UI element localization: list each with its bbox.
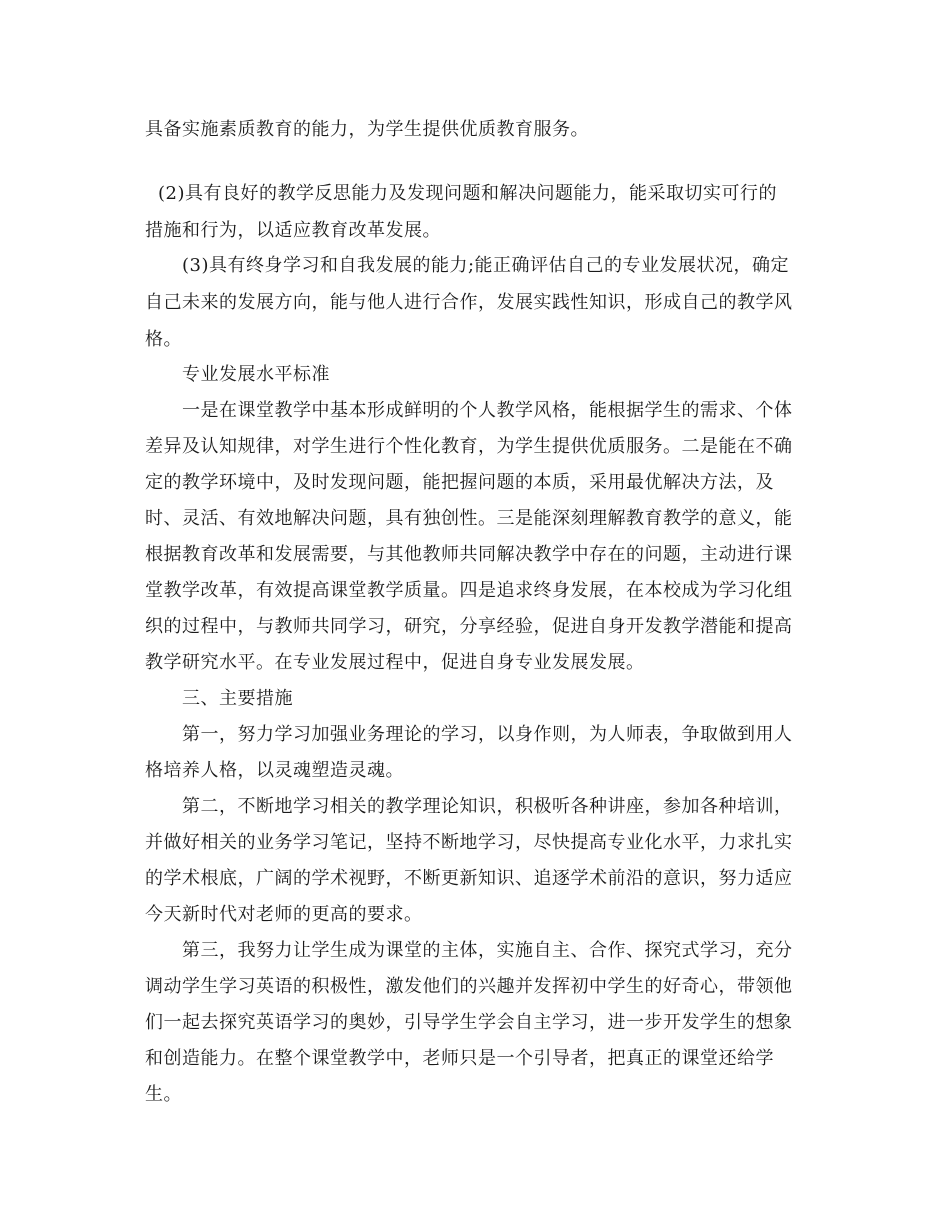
text-line: (2)具有良好的教学反思能力及发现问题和解决问题能力，能采取切实可行的	[158, 183, 777, 204]
text-line: 并做好相关的业务学习笔记，坚持不断地学习，尽快提高专业化水平，力求扎实	[145, 832, 793, 853]
text-line: 专业发展水平标准	[182, 364, 330, 385]
text-line: 自己未来的发展方向，能与他人进行合作，发展实践性知识，形成自己的教学风	[145, 292, 793, 313]
text-line: 第三，我努力让学生成为课堂的主体，实施自主、合作、探究式学习，充分	[182, 940, 793, 961]
text-line: (3)具有终身学习和自我发展的能力;能正确评估自己的专业发展状况，确定	[182, 255, 790, 276]
text-line: 第二，不断地学习相关的教学理论知识，积极听各种讲座，参加各种培训，	[182, 796, 793, 817]
text-line: 格培养人格，以灵魂塑造灵魂。	[145, 760, 404, 781]
text-line: 根据教育改革和发展需要，与其他教师共同解决教学中存在的问题，主动进行课	[145, 544, 793, 565]
text-line: 时、灵活、有效地解决问题，具有独创性。三是能深刻理解教育教学的意义，能	[145, 508, 793, 529]
text-line: 定的教学环境中，及时发现问题，能把握问题的本质，采用最优解决方法，及	[145, 472, 774, 493]
text-line: 第一，努力学习加强业务理论的学习，以身作则，为人师表，争取做到用人	[182, 724, 793, 745]
text-line: 生。	[145, 1084, 182, 1105]
text-line: 措施和行为，以适应教育改革发展。	[145, 220, 441, 241]
text-line: 教学研究水平。在专业发展过程中，促进自身专业发展发展。	[145, 652, 645, 673]
text-line: 的学术根底，广阔的学术视野，不断更新知识、追逐学术前沿的意识，努力适应	[145, 868, 793, 889]
text-line: 堂教学改革，有效提高课堂教学质量。四是追求终身发展，在本校成为学习化组	[145, 580, 793, 601]
text-line: 差异及认知规律，对学生进行个性化教育，为学生提供优质服务。二是能在不确	[145, 436, 793, 457]
text-line: 织的过程中，与教师共同学习，研究，分享经验，促进自身开发教学潜能和提高	[145, 616, 793, 637]
text-line: 们一起去探究英语学习的奥妙，引导学生学会自主学习，进一步开发学生的想象	[145, 1012, 793, 1033]
text-line: 三、主要措施	[182, 688, 293, 709]
text-line: 今天新时代对老师的更高的要求。	[145, 904, 423, 925]
text-line: 调动学生学习英语的积极性，激发他们的兴趣并发挥初中学生的好奇心，带领他	[145, 976, 793, 997]
text-line: 一是在课堂教学中基本形成鲜明的个人教学风格，能根据学生的需求、个体	[182, 400, 793, 421]
text-line: 和创造能力。在整个课堂教学中，老师只是一个引导者，把真正的课堂还给学	[145, 1048, 774, 1069]
text-line: 格。	[145, 329, 182, 350]
text-line: 具备实施素质教育的能力，为学生提供优质教育服务。	[145, 119, 589, 140]
